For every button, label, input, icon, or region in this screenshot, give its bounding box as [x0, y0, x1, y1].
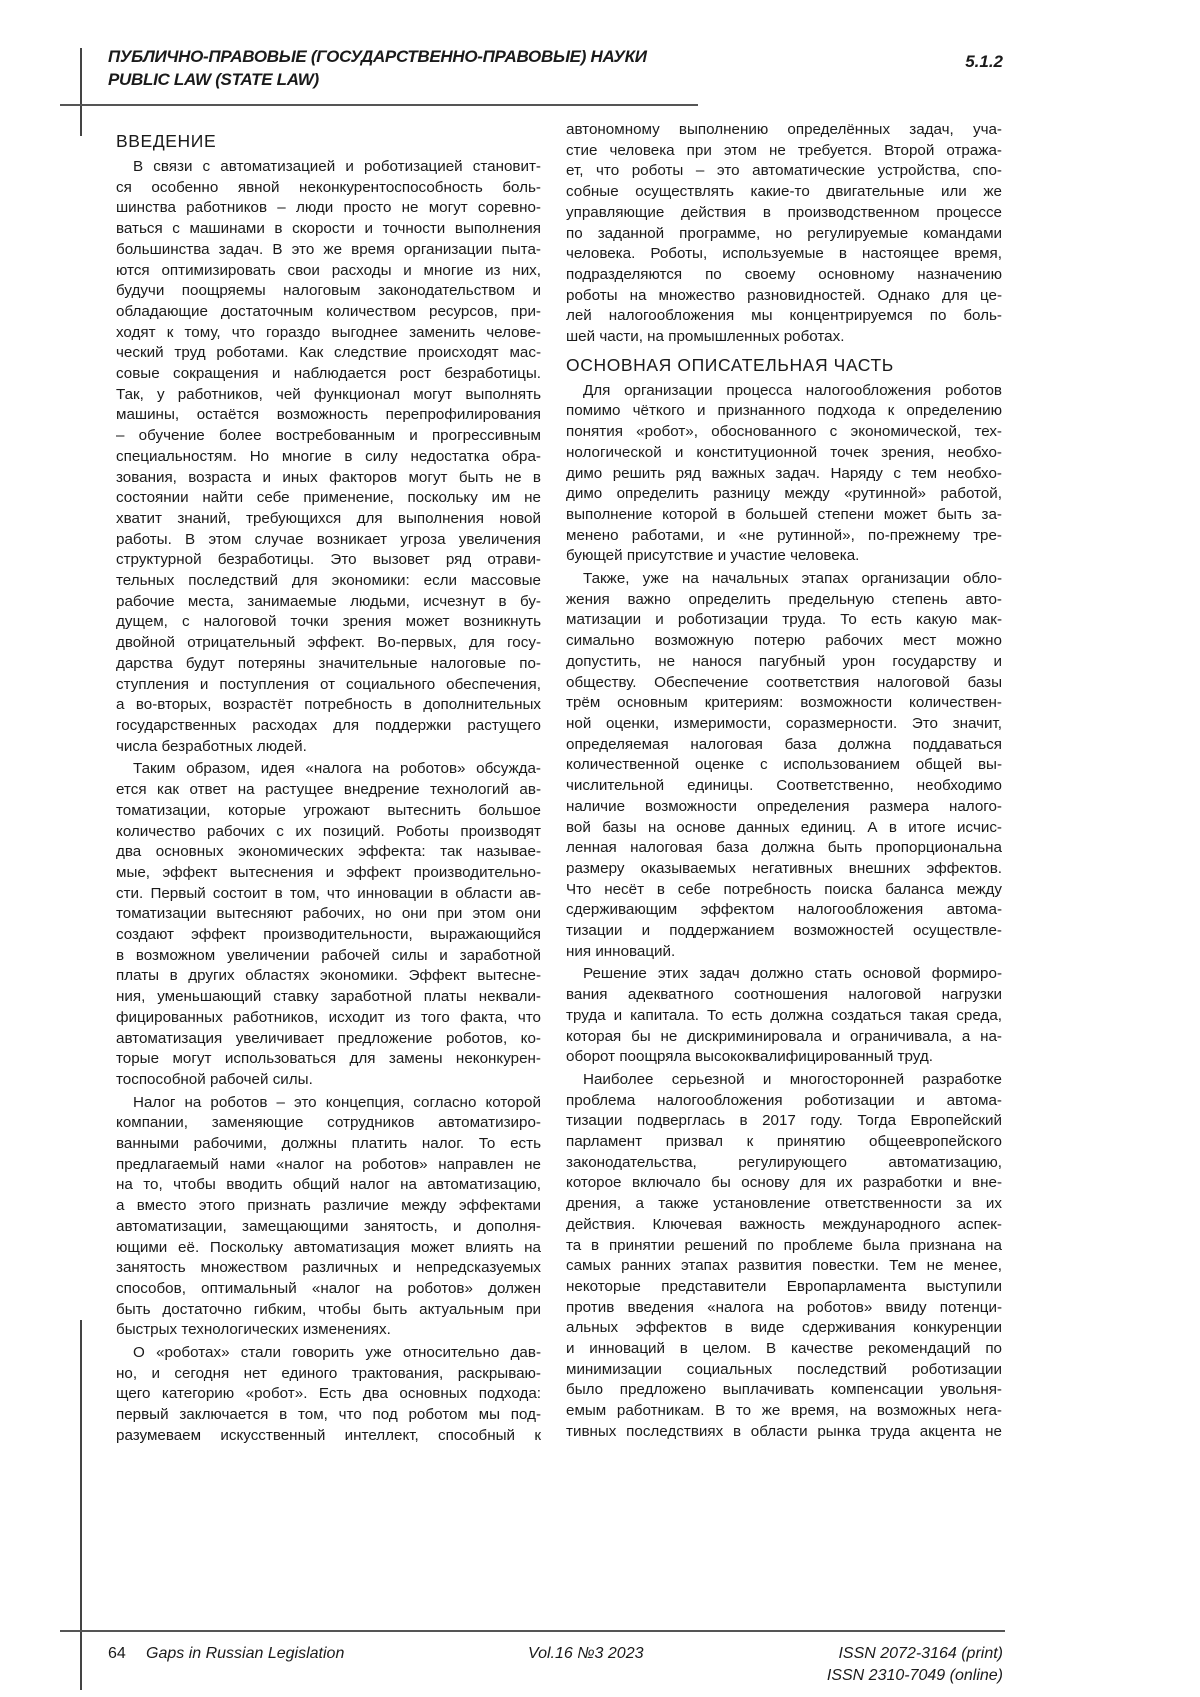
text-line: шинства работников – люди просто не могут соревно-: [116, 199, 541, 217]
paragraph: [116, 1093, 541, 1341]
text-line: которое включало бы основу для их разработки и вне-: [566, 1174, 1002, 1192]
text-line: сдерживающим эффектом налогообложения автома-: [566, 901, 1002, 919]
text-line: ступления и поступления от социального обеспечения,: [116, 675, 541, 693]
text-line: и инноваций в целом. В качестве рекомендаций по: [566, 1340, 1002, 1358]
text-line: ния инноваций.: [566, 942, 676, 960]
text-line: компании, заменяющие сотрудников автоматизиро-: [116, 1114, 541, 1132]
text-line: быстрых технологических изменениях.: [116, 1321, 391, 1339]
text-line: на то, чтобы вводить общий налог на автоматизацию,: [116, 1176, 541, 1194]
issn-print: ISSN 2072-3164 (print): [838, 1645, 1003, 1662]
text-line: создают эффект производительности, выражающийся: [116, 926, 541, 944]
text-line: та в принятии решений по проблеме была признана на: [566, 1236, 1002, 1254]
paragraph: [116, 1343, 541, 1447]
text-line: автономному выполнению определённых задач, уча-: [566, 121, 1002, 138]
text-line: структурной безработицы. Это вызовет ряд отрави-: [116, 551, 541, 569]
text-line: которая бы не дискриминировала и ограничивала, а на-: [566, 1027, 1002, 1045]
text-line: ванными рабочими, должны платить налог. То есть: [116, 1135, 541, 1153]
text-line: машины, остаётся возможность перепрофилирования: [116, 406, 541, 424]
text-line: дрения, а также установление ответственности за их: [566, 1195, 1002, 1213]
text-line: занятость множеством различных и непредсказуемых: [116, 1259, 541, 1277]
paragraph: [566, 120, 1002, 348]
text-line: В связи с автоматизацией и роботизацией становит-: [133, 158, 541, 175]
text-line: рабочие места, занимаемые людьми, исчезнут в бу-: [116, 592, 541, 610]
text-line: размеру оказываемых негативных внешних эффектов.: [566, 859, 1002, 877]
text-line: ленная налоговая база должна быть пропорциональна: [566, 839, 1002, 857]
text-line: но, и сегодня нет единого трактования, раскрываю-: [116, 1364, 541, 1382]
text-line: разумеваем искусственный интеллект, способный к: [116, 1426, 541, 1444]
text-line: томатизации, которые угрожают вытеснить большое: [116, 801, 541, 819]
text-line: хватит знаний, требующихся для выполнения новой: [116, 509, 541, 527]
text-line: состоянии найти себе применение, поскольку им не: [116, 489, 541, 507]
text-line: тоспособной рабочей силы.: [116, 1070, 313, 1088]
text-line: оборот поощряла высококвалифицированный труд.: [566, 1048, 933, 1066]
right-column: [566, 120, 1002, 1445]
text-line: жения важно определить предельную степень авто-: [566, 590, 1002, 608]
text-line: большинства задач. В это же время организации пыта-: [116, 240, 541, 258]
text-line: фицированных работников, исходит из того факта, что: [116, 1008, 541, 1026]
text-line: автоматизация увеличивает предложение роботов, ко-: [116, 1029, 541, 1047]
issue-info: Vol.16 №3 2023: [528, 1645, 644, 1662]
text-line: ющими её. Поскольку автоматизация может влиять на: [116, 1238, 541, 1256]
text-line: обладающие достаточным количеством ресурсов, при-: [116, 302, 541, 320]
text-line: управляющие действия в производственном процессе: [566, 203, 1002, 221]
text-line: шей части, на промышленных роботах.: [566, 328, 845, 346]
page-number: 64: [108, 1645, 126, 1662]
text-line: нологической и конституционной точек зрения, необхо-: [566, 443, 1002, 461]
text-line: тельных последствий для экономики: если массовые: [116, 572, 541, 590]
text-line: проблема налогообложения роботизации и автома-: [566, 1091, 1002, 1109]
text-line: будучи поощряемы налоговым законодательством и: [116, 282, 541, 300]
header-vertical-rule: [80, 48, 82, 136]
text-line: по заданной программе, но регулируемые командами: [566, 224, 1002, 242]
paragraph: [116, 157, 541, 757]
text-line: стие человека при этом не требуется. Второй отража-: [566, 141, 1002, 159]
text-line: дарства будут потеряны значительные налоговые по-: [116, 654, 541, 672]
text-line: специальностям. Но многие в силу недостатка обра-: [116, 447, 541, 465]
text-line: тивных последствиях в области рынка труда акцента не: [566, 1422, 1002, 1440]
text-line: бующей присутствие и участие человека.: [566, 547, 860, 565]
text-line: зования, возраста и иных факторов могут быть не в: [116, 468, 541, 486]
text-line: самых ранних этапах развития повестки. Тем не менее,: [566, 1257, 1002, 1275]
text-line: два основных экономических эффекта: так называе-: [116, 843, 541, 861]
text-line: ет, что роботы – это автоматические устройства, спо-: [566, 162, 1002, 180]
text-line: О «роботах» стали говорить уже относительно дав-: [133, 1344, 541, 1362]
text-line: труда и капитала. То есть должна создаться такая среда,: [566, 1006, 1002, 1024]
text-line: совые сокращения и наблюдается рост безработицы.: [116, 365, 541, 383]
text-line: помимо чёткого и признанного подхода к определению: [566, 402, 1002, 420]
text-line: ся особенно явной неконкурентоспособность боль-: [116, 178, 541, 196]
footer-vertical-rule: [80, 1320, 82, 1690]
text-line: матизации и роботизации труда. То есть какую мак-: [566, 611, 1002, 629]
text-line: димо определить разницу между «рутинной» работой,: [566, 485, 1002, 503]
text-line: тизации подверглась в 2017 году. Тогда Европейский: [566, 1112, 1002, 1130]
text-line: ческий труд роботами. Как следствие происходят мас-: [116, 344, 541, 362]
issn-online: ISSN 2310-7049 (online): [826, 1667, 1003, 1684]
text-line: альных эффектов в виде сдерживания конкуренции: [566, 1319, 1002, 1337]
text-line: Также, уже на начальных этапах организации обло-: [583, 570, 1002, 588]
text-line: выполнение которой в большей степени может быть за-: [566, 505, 1002, 523]
text-line: законодательства, регулирующего автоматизацию,: [566, 1153, 1002, 1171]
text-line: ется как ответ на растущее внедрение технологий ав-: [116, 781, 541, 799]
text-line: Так, у работников, чей функционал могут выполнять: [116, 385, 541, 403]
text-line: Решение этих задач должно стать основой формиро-: [583, 965, 1002, 983]
text-line: собные осуществлять какие-то двигательные или же: [566, 183, 1002, 201]
text-line: подразделяются по своему основному назначению: [566, 265, 1002, 283]
text-line: а во-вторых, возрастёт потребность в дополнительных: [116, 696, 541, 714]
text-line: Для организации процесса налогообложения роботов: [583, 381, 1002, 399]
text-line: предлагаемый нами «налог на роботов» направлен не: [116, 1155, 541, 1173]
text-line: торые могут использоваться для замены неконкурен-: [116, 1050, 541, 1068]
text-line: емым работникам. В то же время, на возможных нега-: [566, 1402, 1002, 1420]
text-line: двойной отрицательный эффект. Во-первых, для госу-: [116, 634, 541, 652]
text-line: автоматизации, замещающими занятость, и дополня-: [116, 1217, 541, 1235]
text-line: томатизации вытесняют рабочих, но они при этом они: [116, 905, 541, 923]
text-line: щего категорию «робот». Есть два основных подхода:: [116, 1385, 541, 1403]
text-line: ются оптимизировать свои расходы и многие из них,: [116, 261, 541, 279]
text-line: роботы на множество разновидностей. Однако для це-: [566, 286, 1002, 304]
paragraph: [566, 381, 1002, 567]
text-line: дущем, с налоговой точки зрения может возникнуть: [116, 613, 541, 631]
journal-title: Gaps in Russian Legislation: [146, 1645, 345, 1662]
text-line: в возможном увеличении рабочей силы и заработной: [116, 946, 541, 964]
text-line: трём основным критериям: возможности количествен-: [566, 694, 1002, 712]
text-line: минимизации социальных последствий роботизации: [566, 1360, 1002, 1378]
text-line: наличие возможности определения размера налого-: [566, 797, 1002, 815]
text-line: было предложено выплачивать компенсации увольня-: [566, 1381, 1002, 1399]
text-line: менено работами, и «не рутинной», по-прежнему тре-: [566, 526, 1002, 544]
text-line: вой базы на основе данных единиц. А в итоге исчис-: [566, 818, 1002, 836]
text-line: Налог на роботов – это концепция, согласно которой: [133, 1093, 541, 1111]
text-line: симально возможную потерю рабочих мест можно: [566, 632, 1002, 650]
text-line: некоторые представители Европарламента выступили: [566, 1277, 1002, 1295]
header-rule: [60, 104, 698, 106]
text-line: числа безработных людей.: [116, 737, 307, 755]
text-line: количество рабочих с их позиций. Роботы производят: [116, 822, 541, 840]
text-line: а вместо этого признать различие между эффектами: [116, 1197, 541, 1215]
text-line: ния, уменьшающий ставку заработной платы неквали-: [116, 988, 541, 1006]
text-line: числительной единицы. Соответственно, необходимо: [566, 777, 1002, 795]
section-heading: ВВЕДЕНИЕ: [116, 131, 217, 151]
section-title-en: PUBLIC LAW (STATE LAW): [108, 70, 319, 89]
text-line: лей налогообложения мы концентрируемся по боль-: [566, 307, 1002, 325]
text-line: человека. Роботы, используемые в настоящее время,: [566, 245, 1002, 263]
text-line: платы в других областях экономики. Эффект вытесне-: [116, 967, 541, 985]
paragraph: [566, 964, 1002, 1068]
footer-rule: [60, 1630, 1005, 1632]
text-line: против введения «налога на роботов» ввиду потенци-: [566, 1298, 1002, 1316]
text-line: димо решить ряд важных задач. Наряду с тем необхо-: [566, 464, 1002, 482]
text-line: ходят к тому, что гораздо выгоднее заменить челове-: [116, 323, 541, 341]
text-line: работы. В этом случае возникает угроза увеличения: [116, 530, 541, 548]
left-column: [116, 128, 541, 1449]
text-line: ной оценки, измеримости, соразмерности. Это значит,: [566, 714, 1002, 732]
section-title-ru: ПУБЛИЧНО-ПРАВОВЫЕ (ГОСУДАРСТВЕННО-ПРАВОВЫЕ) НАУКИ: [108, 47, 647, 66]
text-line: ваться с машинами в скорости и точности выполнения: [116, 220, 541, 238]
text-line: Таким образом, идея «налога на роботов» обсужда-: [133, 760, 541, 778]
issn-block: [827, 1643, 1003, 1687]
running-header: [108, 45, 647, 91]
text-line: действия. Ключевая важность международного аспек-: [566, 1215, 1002, 1233]
text-line: быть достаточно гибким, чтобы быть актуальным при: [116, 1300, 541, 1318]
text-line: государственных расходах для поддержки растущего: [116, 716, 541, 734]
text-line: сти. Первый состоит в том, что инновации в области ав-: [116, 884, 541, 902]
text-line: понятия «робот», обоснованного с экономической, тех-: [566, 423, 1002, 441]
text-line: Что несёт в себе потребность поиска баланса между: [566, 880, 1002, 898]
text-line: допустить, не нанося пагубный урон государству и: [566, 652, 1002, 670]
text-line: тизации и поддержанием возможностей осуществле-: [566, 922, 1002, 940]
paragraph: [116, 759, 541, 1090]
text-line: вания адекватного соотношения налоговой нагрузки: [566, 986, 1002, 1004]
text-line: – обучение более востребованным и прогрессивным: [116, 427, 541, 445]
paragraph: [566, 569, 1002, 962]
text-line: обществу. Обеспечение соответствия налоговой базы: [566, 673, 1002, 691]
paragraph: [566, 1070, 1002, 1443]
text-line: Наиболее серьезной и многосторонней разработке: [583, 1070, 1002, 1088]
specialty-code: 5.1.2: [965, 52, 1003, 71]
text-line: способов, оптимальный «налог на роботов» должен: [116, 1279, 541, 1297]
section-heading: ОСНОВНАЯ ОПИСАТЕЛЬНАЯ ЧАСТЬ: [566, 354, 894, 375]
text-line: количественной оценке с использованием общей вы-: [566, 756, 1002, 774]
text-line: мые, эффект вытеснения и эффект производительно-: [116, 863, 541, 881]
text-line: парламент призвал к принятию общеевропейского: [566, 1133, 1002, 1151]
text-line: определяемая налоговая база должна поддаваться: [566, 735, 1002, 753]
text-line: первый заключается в том, что под роботом мы под-: [116, 1406, 541, 1424]
